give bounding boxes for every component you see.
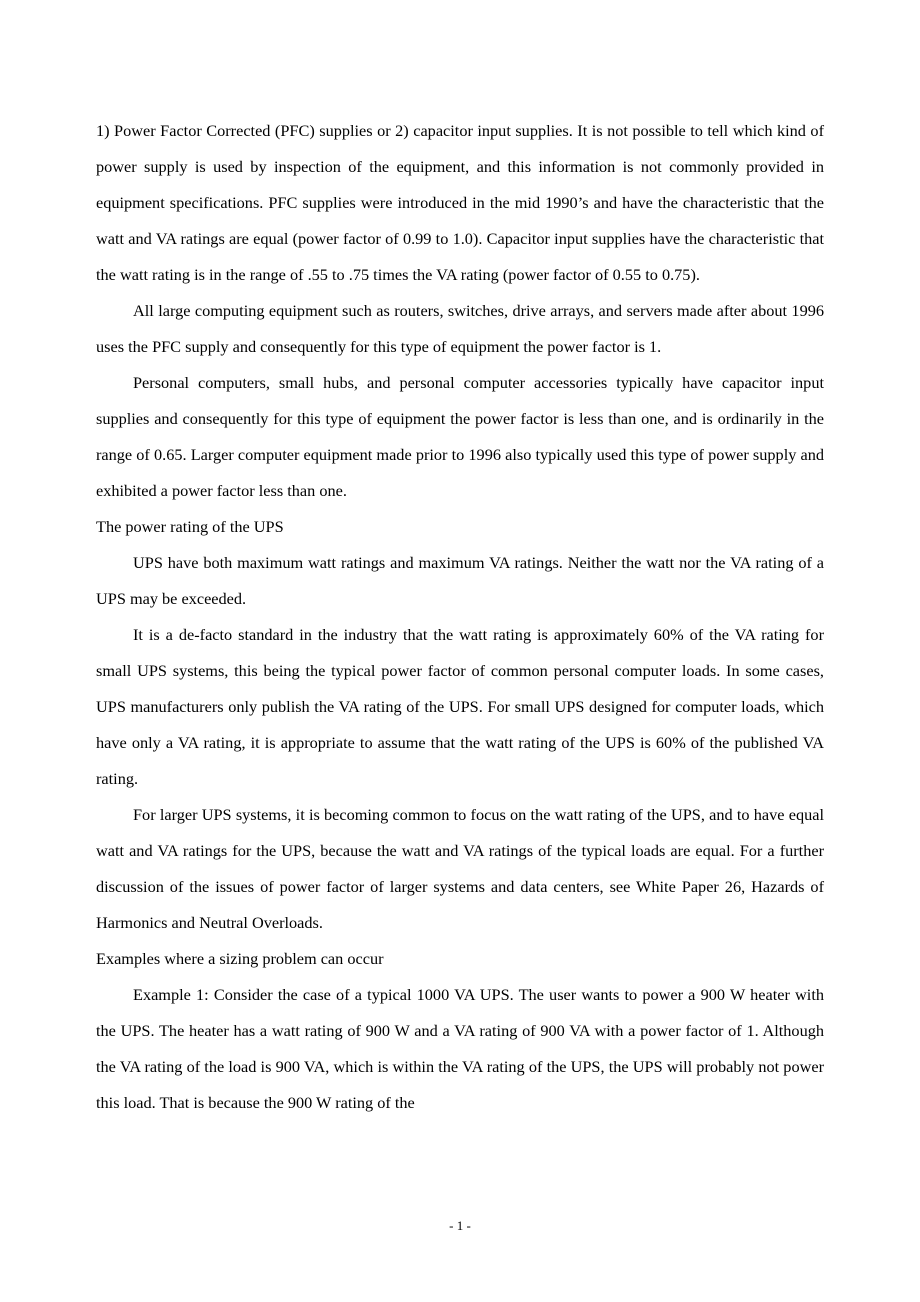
paragraph-pfc-supplies: 1) Power Factor Corrected (PFC) supplies or 2) capacitor input supplies. It is not possible to tell which kind of power supply is used by inspection of the equipment, and this information is not commonly provided in equipment specifications. PFC supplies were introduced in the mid 1990’s and have the characteristic that the watt and VA ratings are equal (power factor of 0.99 to 1.0). Capacitor input supplies have the characteristic that the watt rating is in the range of .55 to .75 times the VA rating (power factor of 0.55 to 0.75). (96, 121, 824, 284)
section-heading-ups-power-rating: The power rating of the UPS (96, 517, 284, 536)
paragraph-larger-ups: For larger UPS systems, it is becoming common to focus on the watt rating of the UPS, and to have equal watt and VA ratings for the UPS, because the watt and VA ratings of the typical loads are equal. For a further discussion of the issues of power factor of larger systems and data centers, see White Paper 26, Hazards of Harmonics and Neutral Overloads. (96, 805, 824, 932)
page-number: - 1 - (449, 1218, 471, 1233)
paragraph-de-facto-standard: It is a de-facto standard in the industry that the watt rating is approximately 60% of the VA rating for small UPS systems, this being the typical power factor of common personal computer loads. In some cases, UPS manufacturers only publish the VA rating of the UPS. For small UPS designed for computer loads, which have only a VA rating, it is appropriate to assume that the watt rating of the UPS is 60% of the published VA rating. (96, 625, 824, 788)
paragraph-personal-computers: Personal computers, small hubs, and personal computer accessories typically have capacitor input supplies and consequently for this type of equipment the power factor is less than one, and is ordinarily in the range of 0.65. Larger computer equipment made prior to 1996 also typically used this type of power supply and exhibited a power factor less than one. (96, 373, 824, 500)
document-page (96, 113, 824, 1121)
paragraph-ups-ratings: UPS have both maximum watt ratings and maximum VA ratings. Neither the watt nor the VA rating of a UPS may be exceeded. (96, 553, 824, 608)
section-heading-sizing-examples: Examples where a sizing problem can occur (96, 949, 384, 968)
paragraph-large-equipment: All large computing equipment such as routers, switches, drive arrays, and servers made after about 1996 uses the PFC supply and consequently for this type of equipment the power factor is 1. (96, 301, 824, 356)
paragraph-example-1: Example 1: Consider the case of a typical 1000 VA UPS. The user wants to power a 900 W heater with the UPS. The heater has a watt rating of 900 W and a VA rating of 900 VA with a power factor of 1. Although the VA rating of the load is 900 VA, which is within the VA rating of the UPS, the UPS will probably not power this load. That is because the 900 W rating of the (96, 985, 824, 1112)
